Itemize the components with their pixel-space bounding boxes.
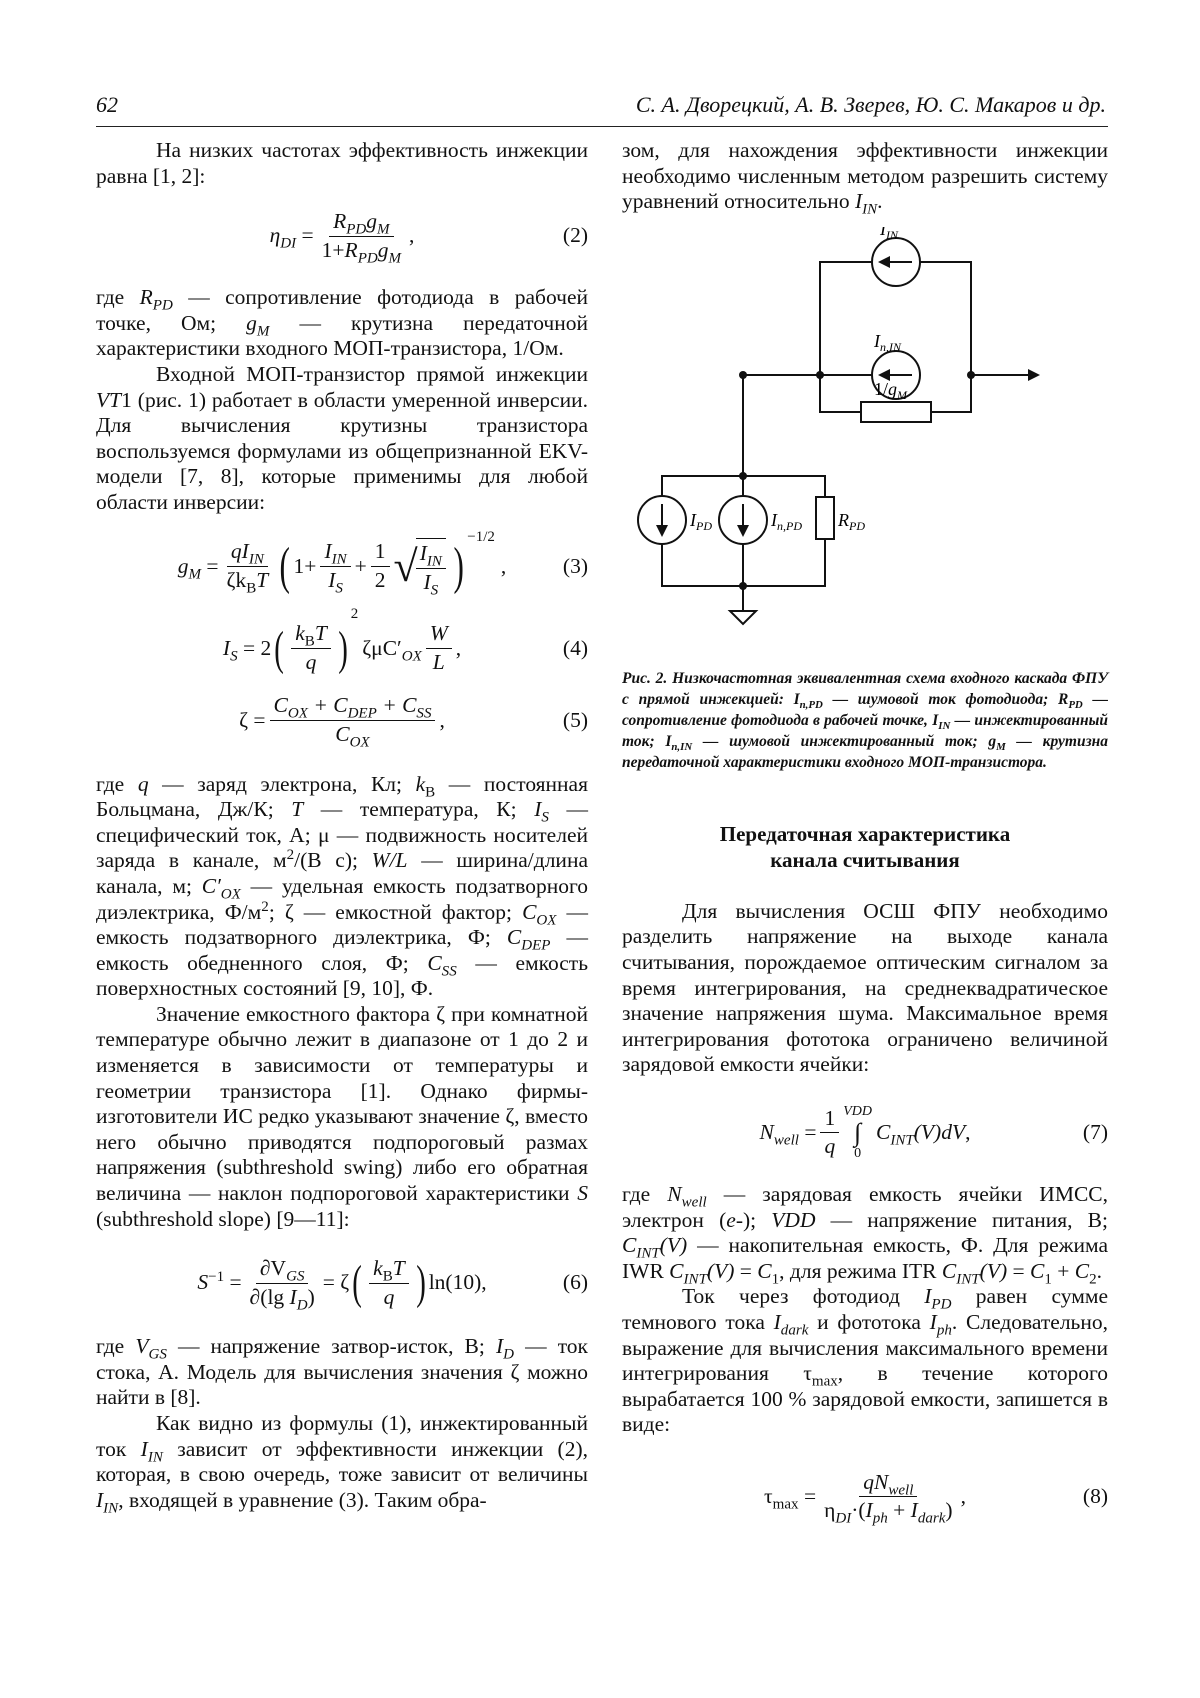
equation-number: (7) [1082,1120,1108,1145]
equation-7: $N_{well}$ = $\frac{1}{q}$ VDD ∫ 0 $C_{INT}(V)dV$ , (7) [759,1103,1108,1161]
label-rpd: $R_{PD}$ [838,509,865,533]
equation-number: (3) [562,553,588,578]
paragraph: На низких частотах эффективность инжекции равна [1, 2]: [96,138,588,188]
node-dot [739,371,747,379]
paragraph: Как видно из формулы (1), инжектированный ток $I_{IN}$ зависит от эффективности инжекции (2), которая, в свою очередь, тоже зависит от величины $I_{IN}$, входящей в уравнение (3). Таким обра- [96,1411,588,1517]
node-dot [967,371,975,379]
label-ipd: $I_{PD}$ [690,509,712,533]
right-column [622,138,1108,1534]
label-inpd: $I_{n,PD}$ [771,509,802,533]
resistor-rpd [816,497,834,539]
node-dot [739,472,747,480]
section-title: Передаточная характеристика канала считывания [719,821,1011,872]
paragraph: Ток через фотодиод $I_{PD}$ равен сумме темнового тока $I_{dark}$ и фототока $I_{ph}$. Следовательно, выражение для вычисления максимального времени интегрирования $\tau_{max}$, в течение которого вырабатается 100 % зарядовой емкости, запишется в виде: [622,1284,1108,1437]
label-gm: $1/g_M$ [874,378,908,402]
paragraph: Значение емкостного фактора ζ при комнатной температуре обычно лежит в диапазоне от 1 до 2 и изменяется в зависимости от температуры и геометрии транзистора [1]. Однако фирмы-изготовители ИС редко указывают значение ζ, вместо него обычно приводятся подпороговый размах напряжения (subthreshold swing) либо его обратная величина — наклон подпороговой характеристики S (subthreshold slope) [9—11]: [96,1001,588,1231]
paragraph: где q — заряд электрона, Кл; $k_B$ — постоянная Больцмана, Дж/К; T — температура, К; $I_S$ — специфический ток, А; μ — подвижность носителей заряда в канале, $м^2/(В$ с); W/L — ширина/длина канала, м; $C'_{OX}$ — удельная емкость подзатворного диэлектрика, $Ф/м^2$; ζ — емкостной фактор; $C_{OX}$ — емкость подзатворного диэлектрика, Ф; $C_{DEP}$ — емкость обедненного слоя, Ф; $C_{SS}$ — емкость поверхностных состояний [9, 10], Ф. [96,771,588,1001]
ground-symbol [730,611,756,624]
current-source-ipd [638,496,686,544]
running-authors: С. А. Дворецкий, А. В. Зверев, Ю. С. Макаров и др. [635,92,1106,117]
circuit-figure [622,227,1108,662]
paragraph: где $V_{GS}$ — напряжение затвор-исток, В; $I_D$ — ток стока, А. Модель для вычисления значения ζ можно найти в [8]. [96,1334,588,1410]
equation-6: $S^{-1}$ = $\frac{\partial V_{GS}}{\partial(\lg I_D)}$ = ζ ( $\frac{k_BT}{q}$ ) ln(10) , (6) [197,1256,588,1314]
output-arrow [1028,369,1040,381]
page-number: 62 [96,92,118,117]
equation-number: (6) [562,1270,588,1295]
equation-number: (4) [562,635,588,660]
paragraph: зом, для нахождения эффективности инжекции необходимо численным методом разрешить систему уравнений относительно $I_{IN}$. [622,138,1108,218]
equation-3: $g_M$ = $\frac{qI_{IN}}{\zeta k_BT}$ ( 1+ $\frac{I_{IN}}{I_S}$ + $\frac{1}{2}$ √ $\frac{I_{IN}}{I_S}$ ) $^{-1/2}$ , (3) [177,528,588,598]
paragraph: где $N_{well}$ — зарядовая емкость ячейки ИМСС, электрон (e-); VDD — напряжение питания, В; $C_{INT}(V)$ — накопительная емкость, Ф. Для режима IWR $C_{INT}(V) = C_1$, для режима ITR $C_{INT}(V) = C_1 + C_2$. [622,1181,1108,1288]
equation-2: $\eta_{DI}$ = $\frac{R_{PD}g_M}{1+R_{PD}g_M}$ , (2) [269,209,588,266]
page-header [96,86,1108,127]
equation-number: (5) [562,707,588,732]
equation-4: $I_S = 2$ ( $\frac{k_BT}{q}$ ) 2 $\zeta\mu C'_{OX}$ $\frac{W}{L}$ , (4) [222,605,588,675]
resistor-gm [861,402,931,422]
paragraph: где $R_{PD}$ — сопротивление фотодиода в рабочей точке, Ом; $g_M$ — крутизна передаточной характеристики входного МОП-транзистора, 1/Ом. [96,285,589,361]
figure-caption: Рис. 2. Низкочастотная эквивалентная схема входного каскада ФПУ с прямой инжекцией: $I_{n,PD}$ — шумовой ток фотодиода; $R_{PD}$ — сопротивление фотодиода в рабочей точке, $I_{IN}$ — инжектированный ток; $I_{n,IN}$ — шумовой инжектированный ток; $g_M$ — крутизна передаточной характеристики входного МОП-транзистора. [622,669,1108,771]
node-dot [739,582,747,590]
node-dot [816,371,824,379]
left-column [96,138,589,1517]
label-inin: $I_{n,IN}$ [874,330,901,354]
paragraph: Для вычисления ОСШ ФПУ необходимо разделить напряжение на выходе канала считывания, порождаемое оптическим сигналом за время интегрирования, на среднеквадратическое значение напряжения шума. Максимальное время интегрирования фототока ограничено величиной зарядовой емкости ячейки: [622,898,1108,1077]
label-iin: $I_{IN}$ [880,226,898,242]
circuit-diagram [622,227,1108,662]
equation-number: (2) [562,223,588,248]
equation-5: ζ = $\frac{C_{OX} + C_{DEP} + C_{SS}}{C_{OX}}$ , (5) [239,693,588,751]
current-source-inpd [719,496,767,544]
equation-8: $\tau_{max}$ = $\frac{qN_{well}}{\eta_{DI}\cdot(I_{ph} + I_{dark})}$ , (8) [764,1469,1108,1527]
paragraph: Входной МОП-транзистор прямой инжекции VT1 (рис. 1) работает в области умеренной инверсии. Для вычисления крутизны транзистора воспользуемся формулами из общепризнанной EKV-модели [7, 8], которые применимы для любой области инверсии: [96,361,588,514]
current-source-iin [872,238,920,286]
equation-number: (8) [1082,1484,1108,1509]
